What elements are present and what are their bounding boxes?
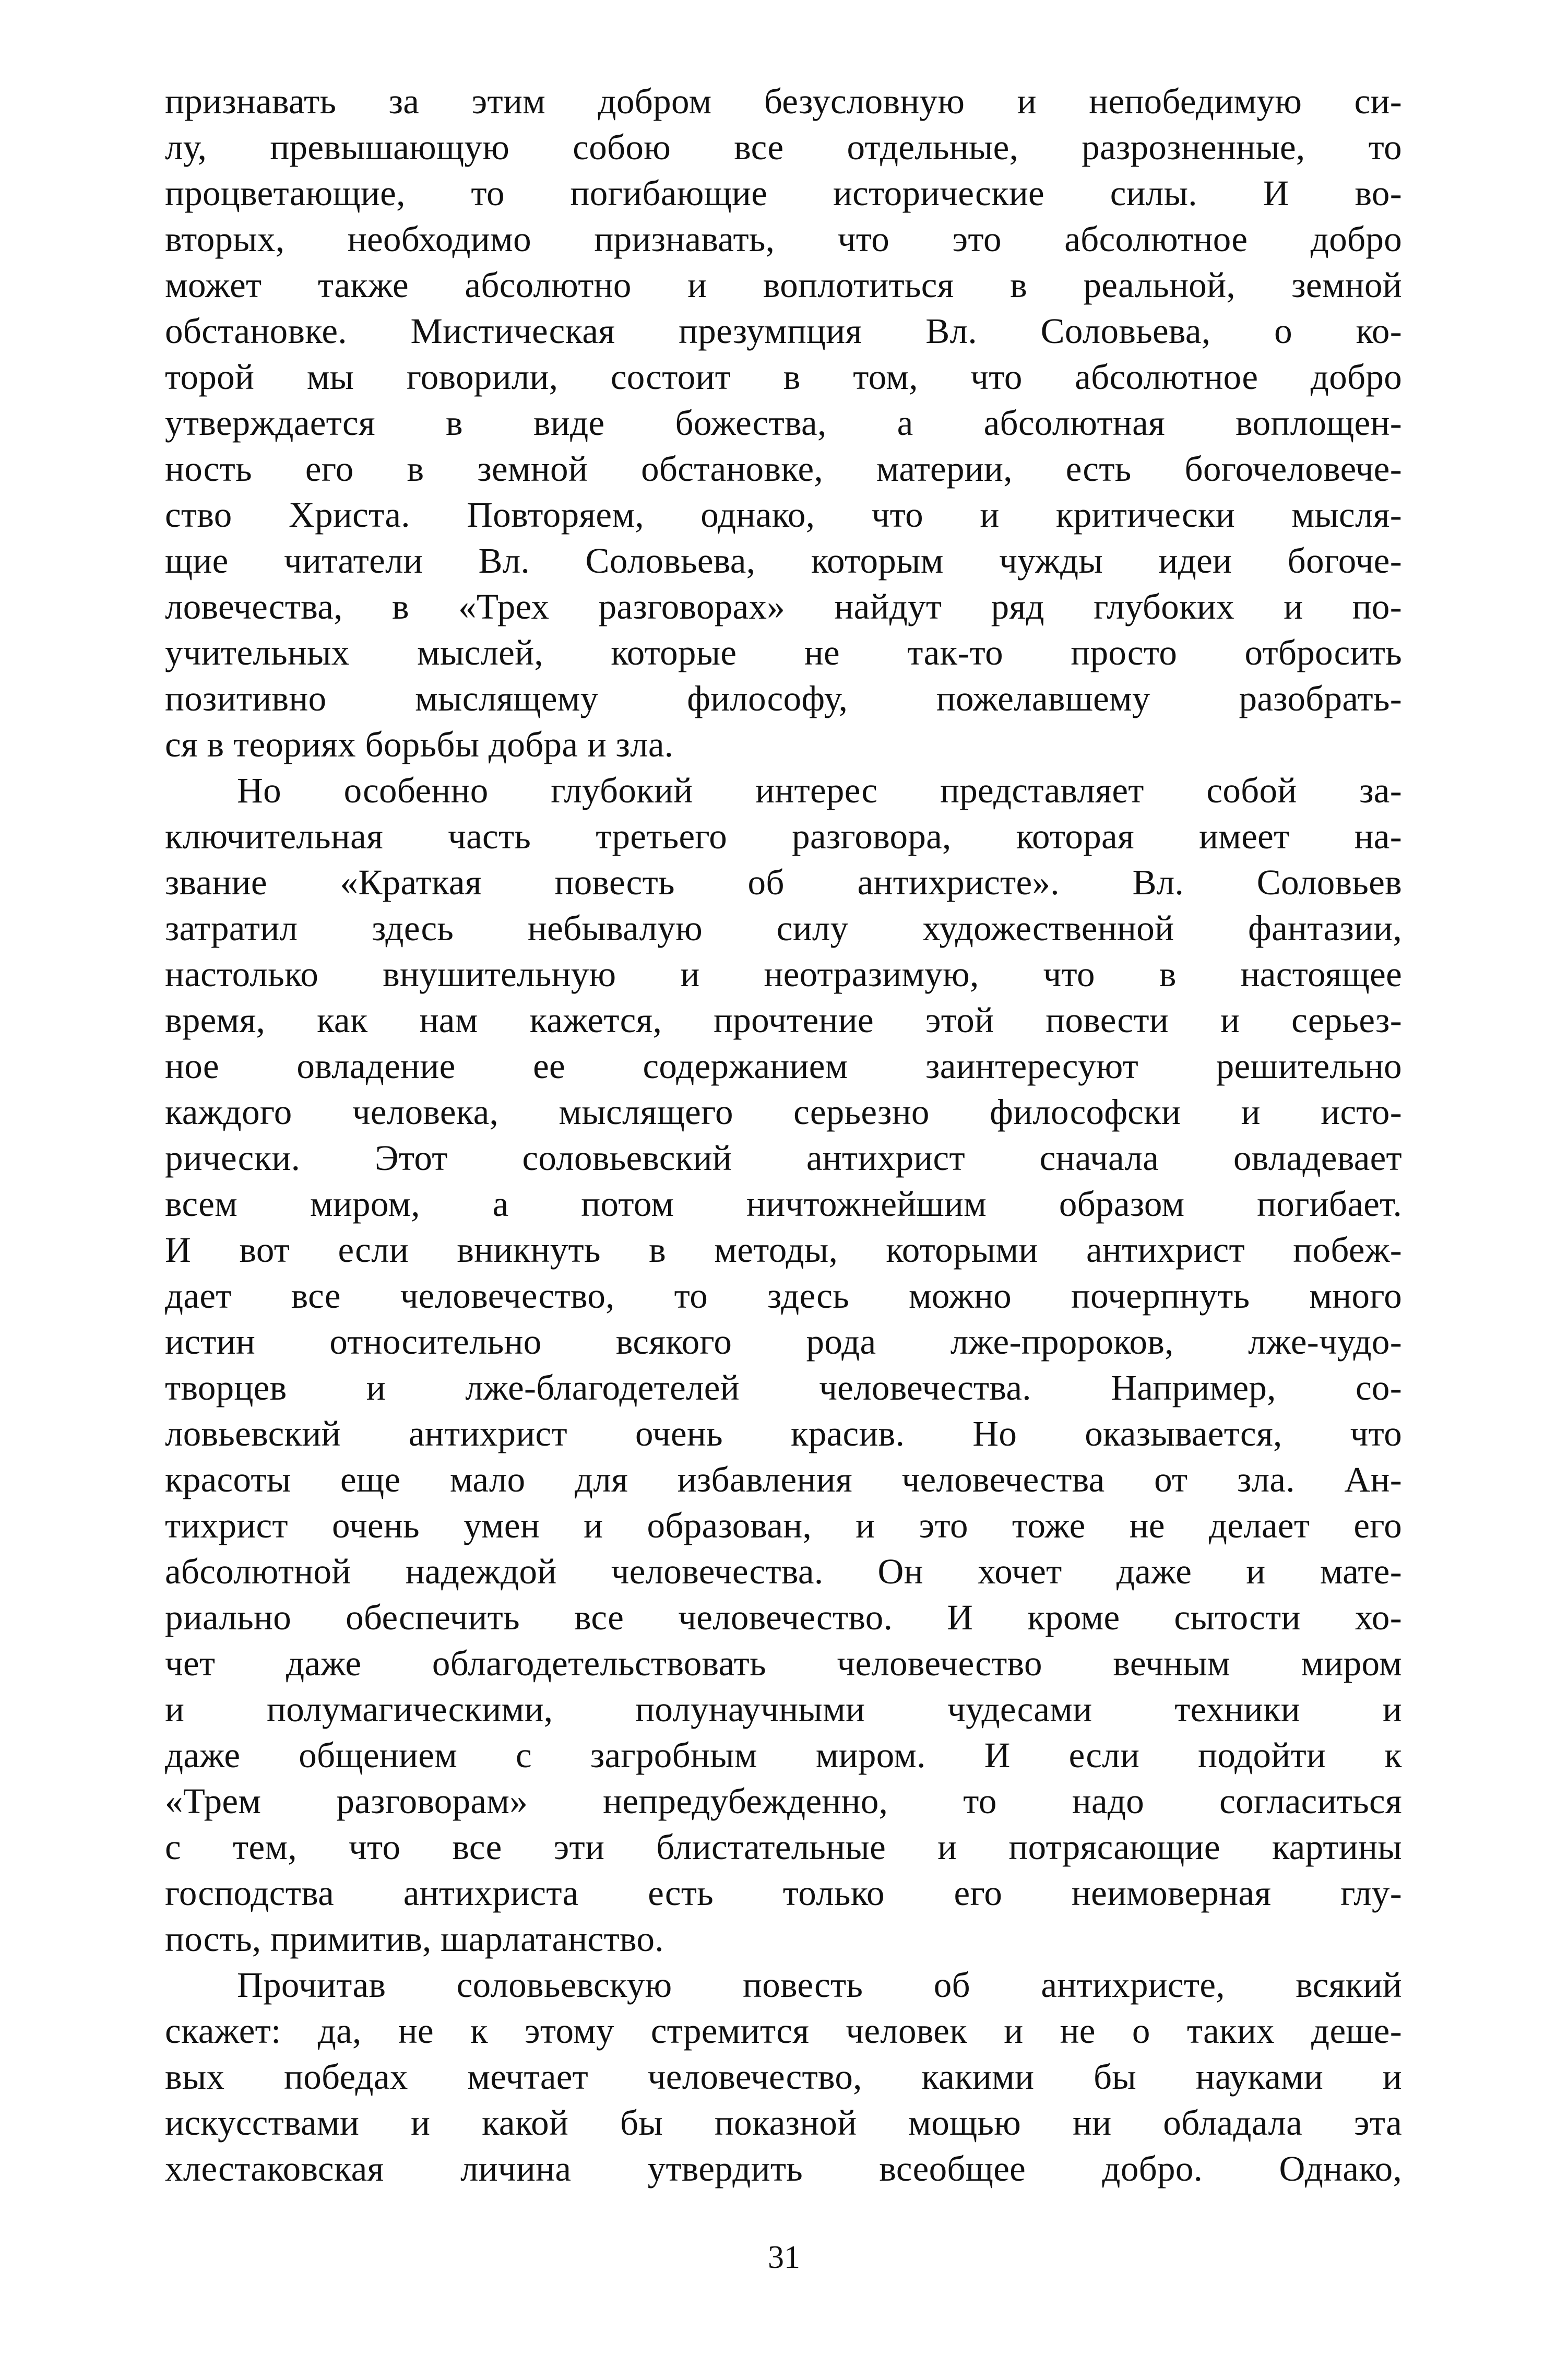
text-line: даже общением с загробным миром. И если подойти к [165, 1735, 1402, 1775]
paragraph [165, 78, 1402, 767]
text-line: щие читатели Вл. Соловьева, которым чужды идеи богоче- [165, 541, 1402, 581]
text-line: И вот если вникнуть в методы, которыми антихрист побеж- [165, 1230, 1402, 1270]
text-line: лу, превышающую собою все отдельные, разрозненные, то [165, 127, 1402, 167]
text-line: и полумагическими, полунаучными чудесами техники и [165, 1689, 1402, 1729]
text-line: ное овладение ее содержанием заинтересуют решительно [165, 1046, 1402, 1086]
text-line: позитивно мыслящему философу, пожелавшему разобрать- [165, 679, 1402, 718]
text-line: звание «Краткая повесть об антихристе». Вл. Соловьев [165, 862, 1402, 902]
text-line: красоты еще мало для избавления человечества от зла. Ан- [165, 1460, 1402, 1499]
text-line: учительных мыслей, которые не так-то просто отбросить [165, 633, 1402, 672]
text-line: утверждается в виде божества, а абсолютная воплощен- [165, 403, 1402, 443]
text-line: ство Христа. Повторяем, однако, что и критически мысля- [165, 495, 1402, 535]
text-line: «Трем разговорам» непредубежденно, то надо согласиться [165, 1781, 1402, 1821]
paragraph [165, 1962, 1402, 2192]
text-line: ность его в земной обстановке, материи, есть богочеловече- [165, 449, 1402, 489]
text-line: ся в теориях борьбы добра и зла. [165, 725, 674, 764]
text-line: всем миром, а потом ничтожнейшим образом погибает. [165, 1184, 1402, 1224]
text-line: время, как нам кажется, прочтение этой повести и серьез- [165, 1000, 1402, 1040]
text-line: абсолютной надеждой человечества. Он хочет даже и мате- [165, 1552, 1402, 1591]
text-line: затратил здесь небывалую силу художественной фантазии, [165, 908, 1402, 948]
text-line: Прочитав соловьевскую повесть об антихристе, всякий [237, 1965, 1402, 2005]
text-line: тихрист очень умен и образован, и это тоже не делает его [165, 1506, 1402, 1545]
text-line: настолько внушительную и неотразимую, что в настоящее [165, 954, 1402, 994]
text-line: господства антихриста есть только его неимоверная глу- [165, 1873, 1402, 1913]
text-line: вторых, необходимо признавать, что это абсолютное добро [165, 219, 1402, 259]
text-line: может также абсолютно и воплотиться в реальной, земной [165, 265, 1402, 305]
text-line: риально обеспечить все человечество. И кроме сытости хо- [165, 1598, 1402, 1637]
text-line: Но особенно глубокий интерес представляет собой за- [237, 771, 1402, 810]
text-line: пость, примитив, шарлатанство. [165, 1919, 664, 1959]
text-line: чет даже облагодетельствовать человечество вечным миром [165, 1643, 1402, 1683]
text-line: хлестаковская личина утвердить всеобщее добро. Однако, [165, 2149, 1402, 2188]
paragraph [165, 767, 1402, 1962]
text-line: процветающие, то погибающие исторические силы. И во- [165, 173, 1402, 213]
body-text [165, 78, 1402, 2192]
text-line: торой мы говорили, состоит в том, что абсолютное добро [165, 357, 1402, 397]
text-line: ловечества, в «Трех разговорах» найдут ряд глубоких и по- [165, 587, 1402, 626]
text-line: скажет: да, не к этому стремится человек и не о таких деше- [165, 2011, 1402, 2051]
text-line: ключительная часть третьего разговора, которая имеет на- [165, 817, 1402, 856]
text-line: вых победах мечтает человечество, какими бы науками и [165, 2057, 1402, 2097]
text-line: с тем, что все эти блистательные и потрясающие картины [165, 1827, 1402, 1867]
text-line: истин относительно всякого рода лже-пророков, лже-чудо- [165, 1322, 1402, 1362]
text-line: рически. Этот соловьевский антихрист сначала овладевает [165, 1138, 1402, 1178]
text-line: признавать за этим добром безусловную и непобедимую си- [165, 81, 1402, 121]
text-line: дает все человечество, то здесь можно почерпнуть много [165, 1276, 1402, 1316]
text-line: обстановке. Мистическая презумпция Вл. Соловьева, о ко- [165, 311, 1402, 351]
text-line: ловьевский антихрист очень красив. Но оказывается, что [165, 1414, 1402, 1453]
page-number: 31 [768, 2240, 800, 2275]
text-line: каждого человека, мыслящего серьезно философски и исто- [165, 1092, 1402, 1132]
text-line: искусствами и какой бы показной мощью ни обладала эта [165, 2103, 1402, 2143]
text-line: творцев и лже-благодетелей человечества. Например, со- [165, 1368, 1402, 1407]
